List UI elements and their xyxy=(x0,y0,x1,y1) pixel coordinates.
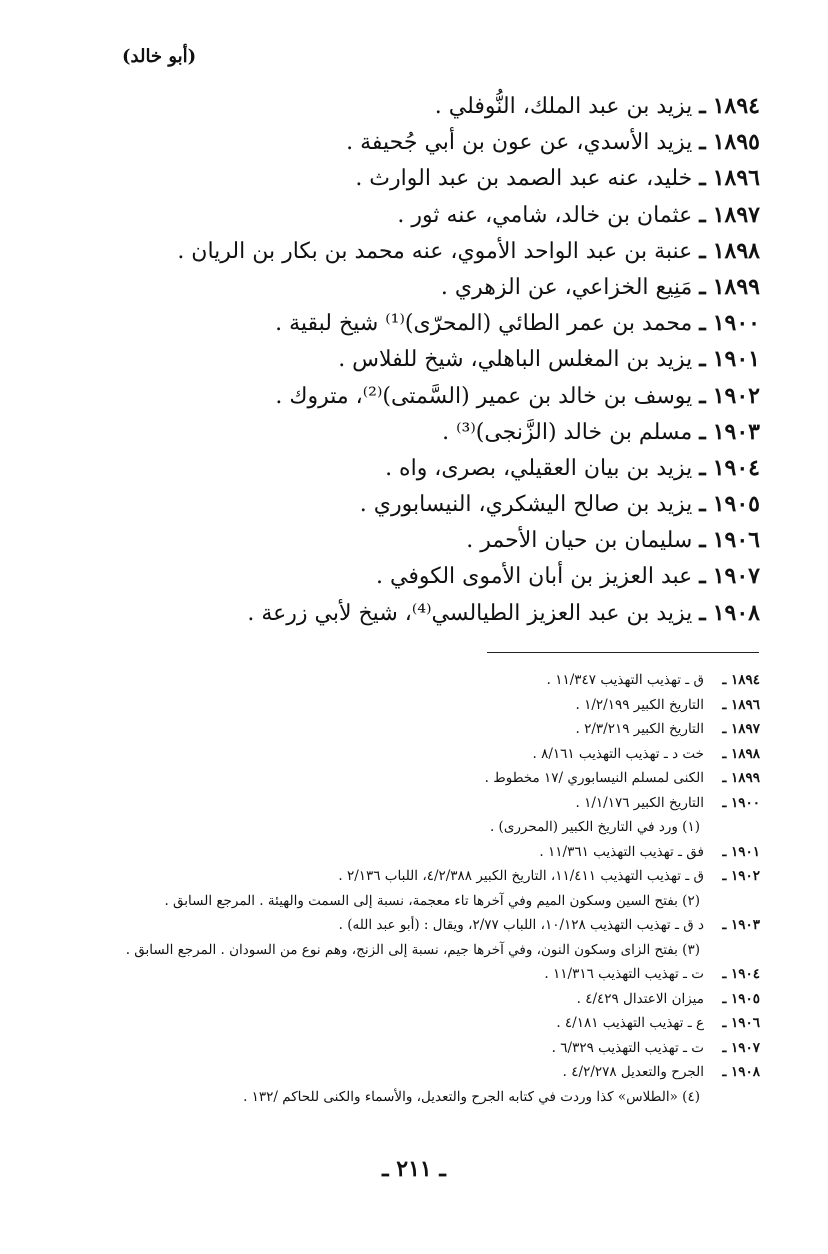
entry-text: سليمان بن حيان الأحمر . xyxy=(466,528,693,554)
entry-number: ١٩٠٧ xyxy=(712,563,760,590)
entry-dash: ـ xyxy=(699,454,706,481)
reference-number: ١٩٠٧ ـ xyxy=(722,1039,760,1056)
entry-number: ١٩٠٢ xyxy=(712,382,760,409)
reference-text: (٤) «الطلاس» كذا وردت في كتابه الجرح والتعديل، والأسماء والكنى للحاكم /١٣٢ . xyxy=(243,1088,700,1105)
reference-line xyxy=(80,742,760,767)
reference-number: ١٩٠٨ ـ xyxy=(722,1064,760,1080)
entry-line xyxy=(160,378,760,414)
entry-number: ١٩٠٥ xyxy=(712,491,760,518)
entry-dash: ـ xyxy=(699,599,706,626)
reference-line xyxy=(80,987,760,1012)
reference-line xyxy=(80,913,760,938)
entry-text: محمد بن عمر الطائي (المحرّى)⁽¹⁾ شيخ لبقية . xyxy=(275,311,693,337)
reference-text: التاريخ الكبير ١/٢/١٩٩ . xyxy=(575,696,704,713)
reference-number: ١٨٩٦ ـ xyxy=(722,696,760,713)
reference-number: ١٩٠٣ ـ xyxy=(722,917,760,933)
reference-text: خت د ـ تهذيب التهذيب ٨/١٦١ . xyxy=(532,745,704,762)
reference-text: الجرح والتعديل ٤/٢/٢٧٨ . xyxy=(562,1064,704,1080)
entry-number: ١٨٩٥ xyxy=(712,129,760,156)
reference-line xyxy=(80,791,760,816)
reference-line xyxy=(80,864,760,889)
reference-number: ١٩٠٦ ـ xyxy=(722,1015,760,1031)
entry-line xyxy=(160,414,760,450)
reference-line xyxy=(80,693,760,718)
reference-text: (١) ورد في التاريخ الكبير (المحررى) . xyxy=(489,819,700,835)
entry-number: ١٨٩٩ xyxy=(712,273,760,300)
entry-number: ١٩٠١ xyxy=(712,346,760,373)
reference-number: ١٩٠٢ ـ xyxy=(722,868,760,884)
reference-text: ت ـ تهذيب التهذيب ٦/٣٢٩ . xyxy=(551,1039,704,1056)
reference-number: ١٩٠٠ ـ xyxy=(722,794,760,811)
reference-text: ميزان الاعتدال ٤/٤٢٩ . xyxy=(576,990,704,1007)
entry-dash: ـ xyxy=(699,563,706,590)
reference-text: ع ـ تهذيب التهذيب ٤/١٨١ . xyxy=(556,1015,704,1031)
entry-text: عثمان بن خالد، شامي، عنه ثور . xyxy=(397,202,693,228)
entry-number: ١٩٠٦ xyxy=(712,527,760,554)
reference-text: ق ـ تهذيب التهذيب ١١/٣٤٧ . xyxy=(546,672,704,688)
entry-line xyxy=(160,558,760,594)
entry-text: يزيد بن عبد العزيز الطيالسي⁽⁴⁾، شيخ لأبي زرعة . xyxy=(247,600,693,626)
entry-number: ١٨٩٧ xyxy=(712,201,760,228)
entry-line xyxy=(160,88,760,124)
reference-text: ت ـ تهذيب التهذيب ١١/٣١٦ . xyxy=(544,966,704,982)
reference-line xyxy=(80,668,760,693)
entry-text: عنبة بن عبد الواحد الأموي، عنه محمد بن بكار بن الريان . xyxy=(177,238,693,264)
entry-dash: ـ xyxy=(699,418,706,445)
reference-line xyxy=(80,1011,760,1036)
reference-text: د ق ـ تهذيب التهذيب ١٠/١٢٨، اللباب ٢/٧٧، ويقال : (أبو عبد الله) . xyxy=(338,917,704,933)
running-header: (أبو خالد) xyxy=(122,46,197,67)
entry-text: مَنِيع الخزاعي، عن الزهري . xyxy=(440,274,693,300)
reference-line xyxy=(80,840,760,865)
entry-dash: ـ xyxy=(699,165,706,192)
entry-number: ١٩٠٨ xyxy=(712,599,760,626)
entry-line xyxy=(160,269,760,305)
reference-line xyxy=(80,766,760,791)
entry-text: خليد، عنه عبد الصمد بن عبد الوارث . xyxy=(355,166,693,192)
entry-dash: ـ xyxy=(699,310,706,337)
entry-text: يزيد بن المغلس الباهلي، شيخ للفلاس . xyxy=(338,347,693,373)
reference-number: ١٨٩٧ ـ xyxy=(722,721,760,737)
entry-dash: ـ xyxy=(699,273,706,300)
footnotes-list xyxy=(80,668,760,1109)
entry-text: يزيد بن صالح اليشكري، النيسابوري . xyxy=(359,492,693,518)
entry-dash: ـ xyxy=(699,201,706,228)
entry-number: ١٩٠٣ xyxy=(712,418,760,445)
entry-dash: ـ xyxy=(699,346,706,373)
reference-text: (٢) بفتح السين وسكون الميم وفي آخرها تاء معجمة، نسبة إلى السمت والهيئة . المرجع السابق . xyxy=(164,892,700,909)
reference-text: الكنى لمسلم النيسابوري /١٧ مخطوط . xyxy=(484,770,704,786)
entry-number: ١٩٠٠ xyxy=(712,310,760,337)
entry-dash: ـ xyxy=(699,382,706,409)
entry-line xyxy=(160,197,760,233)
entry-line xyxy=(160,160,760,196)
entry-number: ١٩٠٤ xyxy=(712,454,760,481)
entry-dash: ـ xyxy=(699,527,706,554)
entry-number: ١٨٩٨ xyxy=(712,237,760,264)
entry-dash: ـ xyxy=(699,93,706,119)
entry-line xyxy=(160,486,760,522)
reference-line xyxy=(80,962,760,987)
reference-number: ١٩٠١ ـ xyxy=(722,843,760,860)
reference-number: ١٨٩٤ ـ xyxy=(722,672,760,688)
entry-text: يزيد بن بيان العقيلي، بصرى، واه . xyxy=(385,455,693,481)
entry-text: عبد العزيز بن أبان الأموى الكوفي . xyxy=(376,564,693,590)
reference-number: ١٩٠٥ ـ xyxy=(722,990,760,1007)
reference-text: ق ـ تهذيب التهذيب ١١/٤١١، التاريخ الكبير ٤/٢/٣٨٨، اللباب ٢/١٣٦ . xyxy=(338,868,704,884)
footnote-line xyxy=(80,938,760,963)
entry-number: ١٨٩٦ xyxy=(712,165,760,192)
reference-text: فق ـ تهذيب التهذيب ١١/٣٦١ . xyxy=(539,843,704,860)
reference-text: (٣) بفتح الزاى وسكون النون، وفي آخرها جيم، نسبة إلى الزنج، وهم نوع من السودان . المرجع السابق . xyxy=(125,941,700,958)
reference-line xyxy=(80,717,760,742)
entry-line xyxy=(160,233,760,269)
entry-number: ١٨٩٤ xyxy=(712,93,760,119)
entry-line xyxy=(160,305,760,341)
entry-text: يزيد بن عبد الملك، النُّوفلي . xyxy=(434,94,693,119)
entry-text: يزيد الأسدي، عن عون بن أبي جُحيفة . xyxy=(346,130,693,156)
footnote-line xyxy=(80,1085,760,1110)
entry-line xyxy=(160,522,760,558)
reference-number: ١٨٩٨ ـ xyxy=(722,745,760,762)
entry-text: مسلم بن خالد (الزَّنجى)⁽³⁾ . xyxy=(442,419,693,445)
entries-list xyxy=(160,88,760,631)
footnote-line xyxy=(80,889,760,914)
reference-line xyxy=(80,1036,760,1061)
reference-number: ١٩٠٤ ـ xyxy=(722,966,760,982)
entry-line xyxy=(160,341,760,377)
entry-text: يوسف بن خالد بن عمير (السَّمتى)⁽²⁾، متروك . xyxy=(275,383,693,409)
entry-line xyxy=(160,595,760,631)
reference-text: التاريخ الكبير ٢/٣/٢١٩ . xyxy=(575,721,704,737)
entry-line xyxy=(160,124,760,160)
entry-line xyxy=(160,450,760,486)
footnote-line xyxy=(80,815,760,840)
reference-number: ١٨٩٩ ـ xyxy=(722,770,760,786)
page-number: ـ ٢١١ ـ xyxy=(382,1156,446,1182)
footnote-divider xyxy=(487,652,759,653)
entry-dash: ـ xyxy=(699,237,706,264)
reference-text: التاريخ الكبير ١/١/١٧٦ . xyxy=(575,794,704,811)
entry-dash: ـ xyxy=(699,129,706,156)
entry-dash: ـ xyxy=(699,491,706,518)
reference-line xyxy=(80,1060,760,1085)
